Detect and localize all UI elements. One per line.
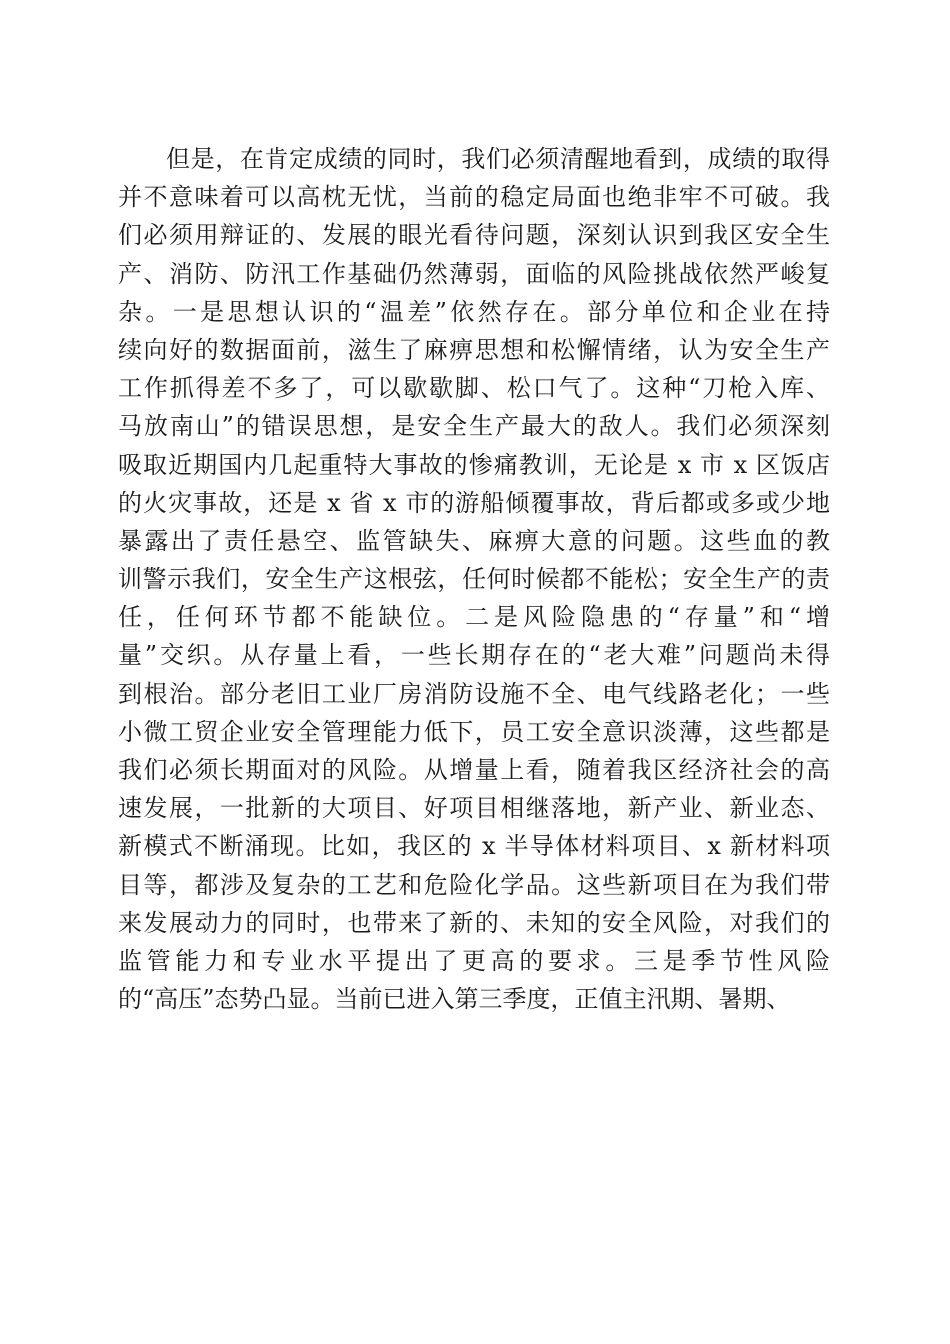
paragraph-line: 但是，在肯定成绩的同时，我们必须清醒地看到，成绩的取得 xyxy=(166,145,830,173)
paragraph-line: 新模式不断涌现。比如，我区的 x 半导体材料项目、x 新材料项 xyxy=(118,832,830,861)
paragraph-line: 续向好的数据面前，滋生了麻痹思想和松懈情绪，认为安全生产 xyxy=(118,335,830,364)
paragraph-line: 任，任何环节都不能缺位。二是风险隐患的“存量”和“增 xyxy=(118,603,830,632)
paragraph-line: 监管能力和专业水平提出了更高的要求。三是季节性风险 xyxy=(118,946,830,975)
paragraph-line: 到根治。部分老旧工业厂房消防设施不全、电气线路老化；一些 xyxy=(118,679,830,708)
paragraph-line: 我们必须长期面对的风险。从增量上看，随着我区经济社会的高 xyxy=(118,756,830,784)
paragraph-line: 暴露出了责任悬空、监管缺失、麻痹大意的问题。这些血的教 xyxy=(118,526,830,555)
paragraph-line: 产、消防、防汛工作基础仍然薄弱，面临的风险挑战依然严峻复 xyxy=(118,259,830,288)
paragraph-line: 速发展，一批新的大项目、好项目相继落地，新产业、新业态、 xyxy=(118,794,830,823)
paragraph-line: 的火灾事故，还是 x 省 x 市的游船倾覆事故，背后都或多或少地 xyxy=(118,488,830,517)
paragraph-line: 训警示我们，安全生产这根弦，任何时候都不能松；安全生产的责 xyxy=(118,565,830,594)
paragraph-line: 马放南山”的错误思想，是安全生产最大的敌人。我们必须深刻 xyxy=(118,412,830,441)
paragraph-line: 目等，都涉及复杂的工艺和危险化学品。这些新项目在为我们带 xyxy=(118,870,830,899)
paragraph-line: 小微工贸企业安全管理能力低下，员工安全意识淡薄，这些都是 xyxy=(118,717,830,746)
paragraph-line: 杂。一是思想认识的“温差”依然存在。部分单位和企业在持 xyxy=(118,297,830,326)
paragraph-line: 的“高压”态势凸显。当前已进入第三季度，正值主汛期、暑期、 xyxy=(118,985,791,1014)
paragraph-line: 们必须用辩证的、发展的眼光看待问题，深刻认识到我区安全生 xyxy=(118,221,830,250)
body-paragraph xyxy=(118,140,830,1018)
paragraph-line: 工作抓得差不多了，可以歇歇脚、松口气了。这种“刀枪入库、 xyxy=(118,374,830,403)
paragraph-line: 量”交织。从存量上看，一些长期存在的“老大难”问题尚未得 xyxy=(118,641,830,670)
paragraph-line: 吸取近期国内几起重特大事故的惨痛教训，无论是 x 市 x 区饭店 xyxy=(118,450,830,479)
paragraph-line: 并不意味着可以高枕无忧，当前的稳定局面也绝非牢不可破。我 xyxy=(118,183,830,212)
paragraph-line: 来发展动力的同时，也带来了新的、未知的安全风险，对我们的 xyxy=(118,908,830,937)
